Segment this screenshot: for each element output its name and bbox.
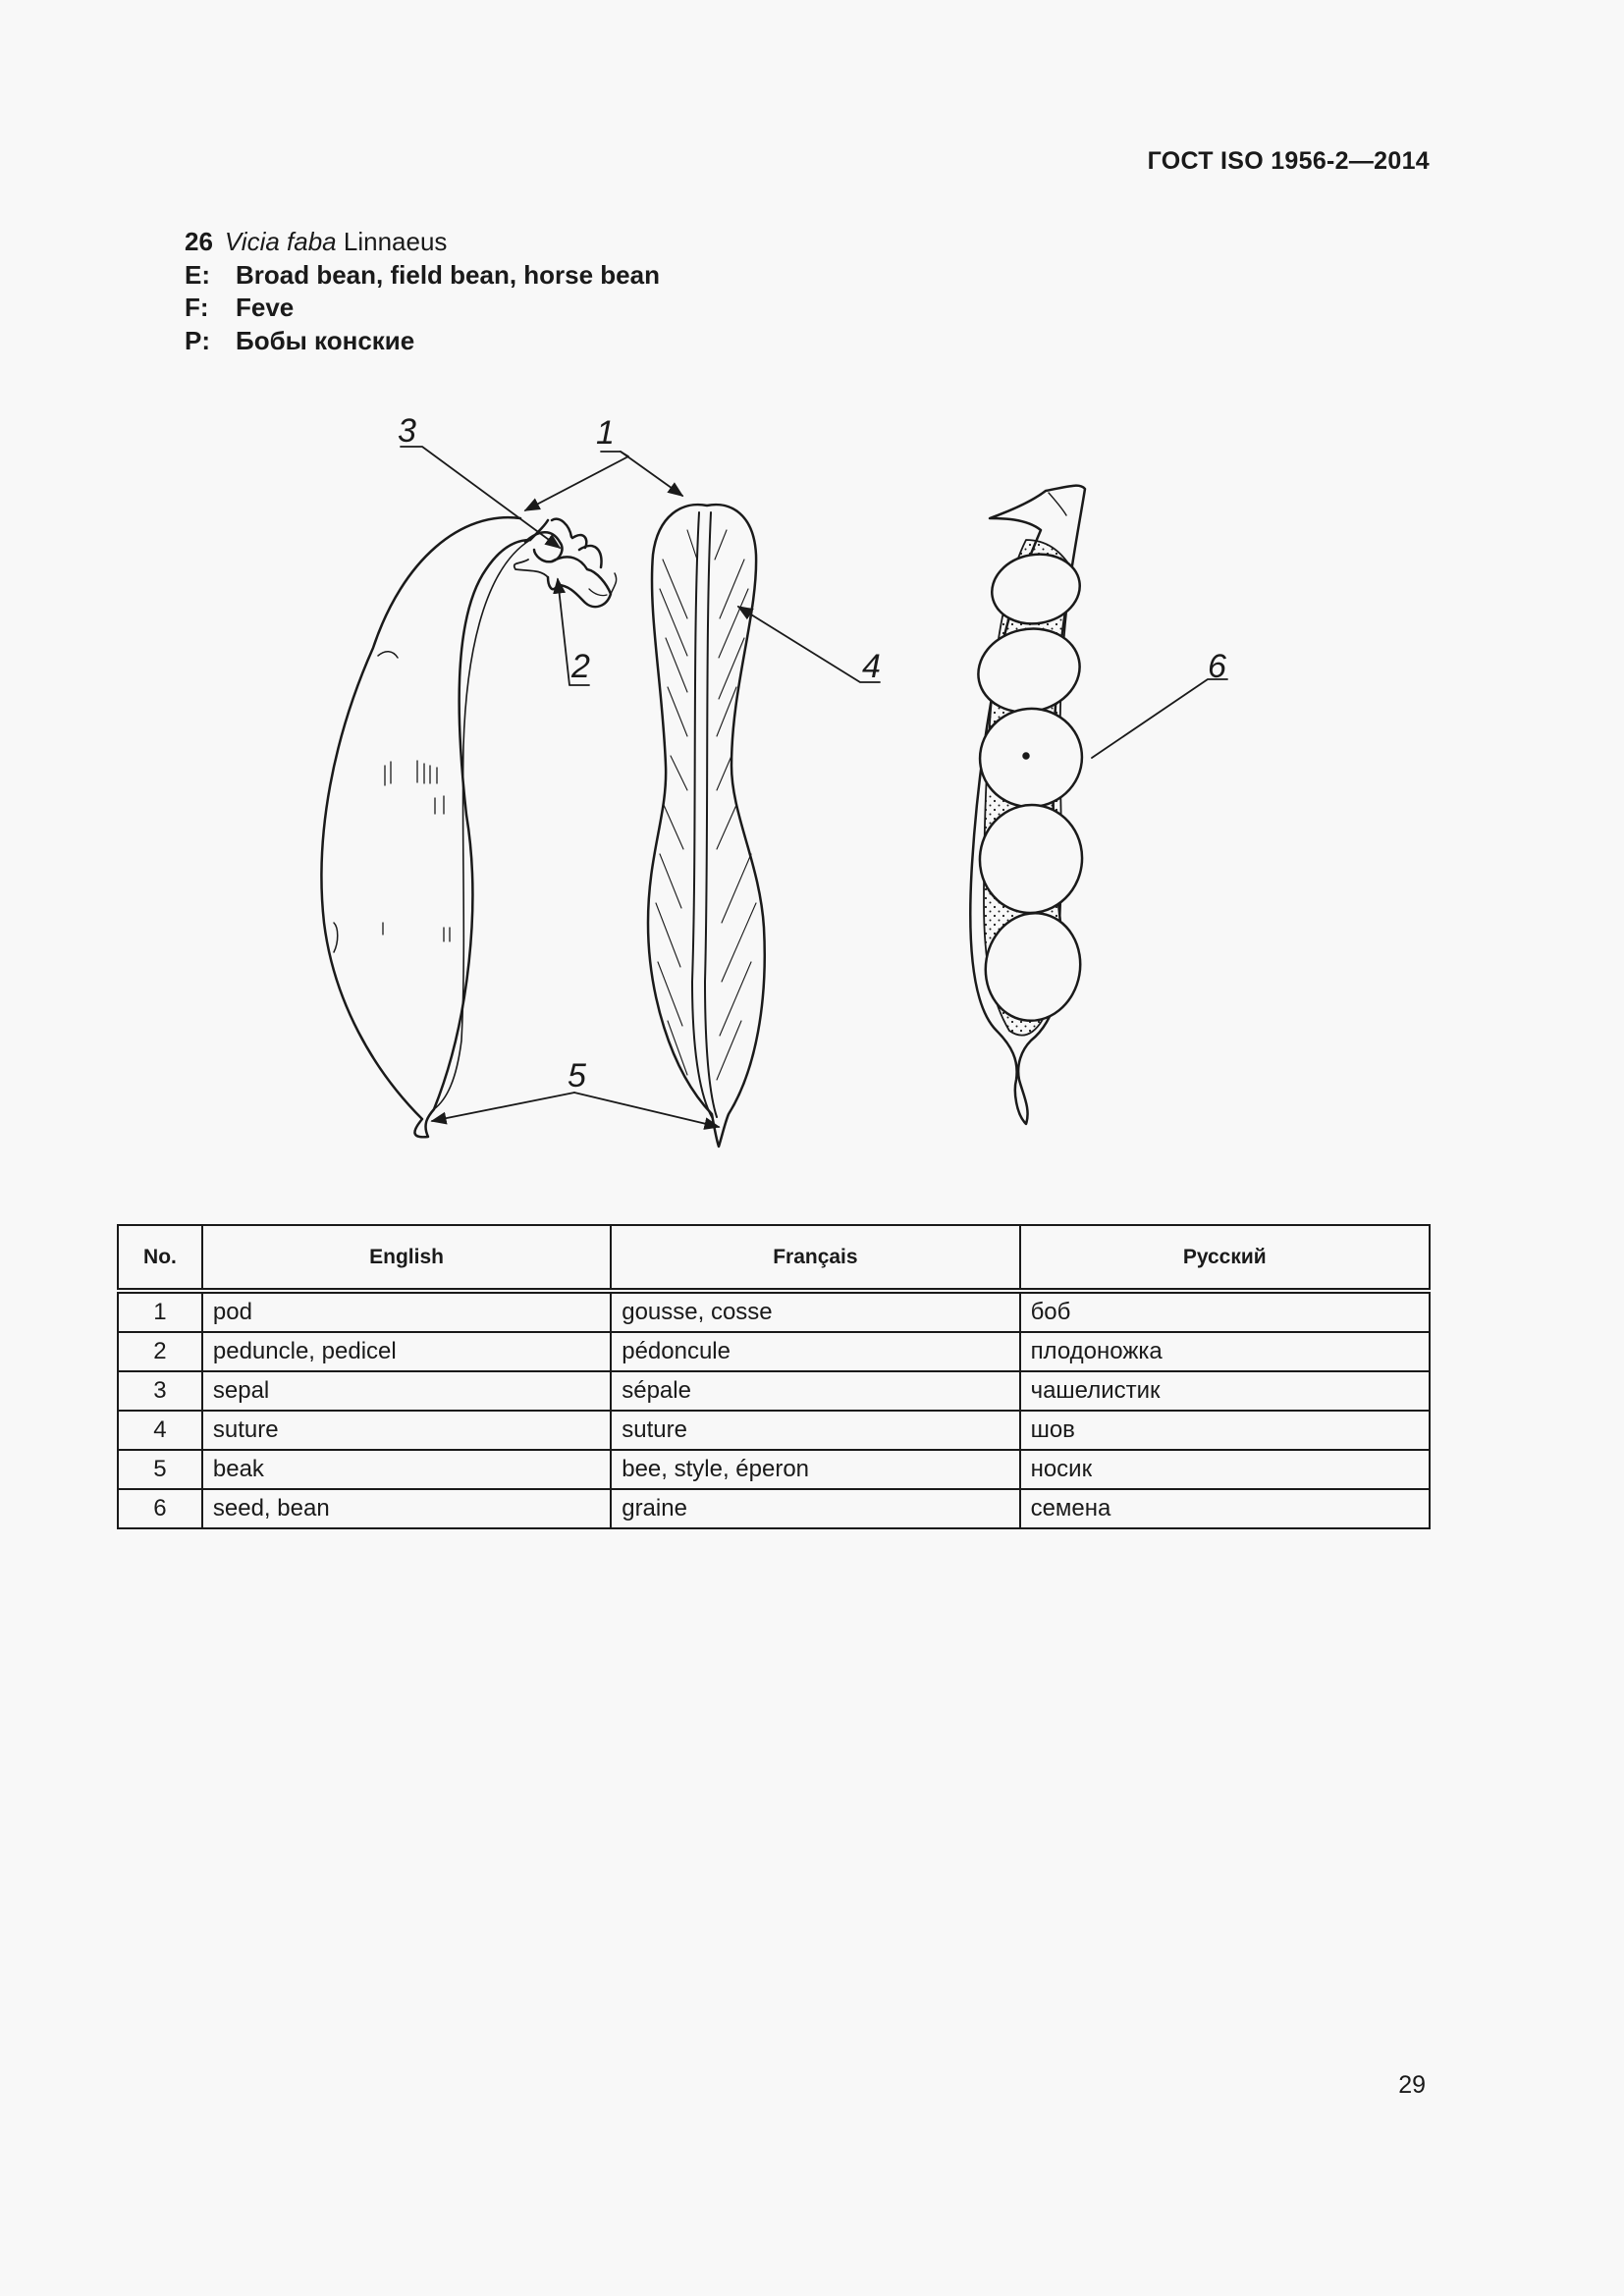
cell-french: pédoncule [611, 1332, 1019, 1371]
cell-french: graine [611, 1489, 1019, 1528]
common-name: Feve [236, 293, 295, 322]
table-row [118, 1450, 1430, 1489]
cell-french: bee, style, éperon [611, 1450, 1019, 1489]
pod-illustration [295, 393, 1276, 1158]
cell-no: 5 [118, 1450, 202, 1489]
species-author: Linnaeus [343, 227, 448, 256]
callout-6: 6 [1208, 648, 1226, 685]
cell-no: 1 [118, 1291, 202, 1332]
cell-english: suture [202, 1411, 611, 1450]
table-row [118, 1371, 1430, 1411]
callout-3: 3 [398, 412, 416, 450]
cell-no: 6 [118, 1489, 202, 1528]
common-name: Broad bean, field bean, horse bean [236, 259, 660, 290]
cell-english: sepal [202, 1371, 611, 1411]
cell-russian: семена [1020, 1489, 1430, 1528]
cell-english: beak [202, 1450, 611, 1489]
cell-no: 3 [118, 1371, 202, 1411]
callout-1: 1 [596, 414, 615, 452]
table-row [118, 1489, 1430, 1528]
table-header-row [118, 1225, 1430, 1291]
cell-russian: плодоножка [1020, 1332, 1430, 1371]
common-name-english [185, 259, 660, 293]
species-heading [185, 226, 660, 259]
common-name: Бобы конские [236, 325, 415, 355]
cell-no: 2 [118, 1332, 202, 1371]
cell-french: gousse, cosse [611, 1291, 1019, 1332]
entry-number: 26 [185, 227, 213, 256]
cell-english: pod [202, 1291, 611, 1332]
cell-russian: чашелистик [1020, 1371, 1430, 1411]
species-entry [185, 226, 660, 357]
header-english: English [202, 1225, 611, 1291]
callout-2: 2 [571, 648, 590, 685]
lang-tag: F: [185, 293, 209, 322]
cell-russian: шов [1020, 1411, 1430, 1450]
header-no: No. [118, 1225, 202, 1291]
pod-drawing [295, 393, 1276, 1158]
cell-russian: боб [1020, 1291, 1430, 1332]
terminology-table [117, 1224, 1431, 1529]
cell-no: 4 [118, 1411, 202, 1450]
cell-french: suture [611, 1411, 1019, 1450]
lang-tag: P: [185, 325, 210, 355]
callout-4: 4 [862, 648, 881, 685]
table-row [118, 1411, 1430, 1450]
table-row [118, 1332, 1430, 1371]
header-french: Français [611, 1225, 1019, 1291]
species-latin-name: Vicia faba [224, 227, 337, 256]
cell-english: peduncle, pedicel [202, 1332, 611, 1371]
table-row [118, 1291, 1430, 1332]
standard-code: ГОСТ ISO 1956-2—2014 [1147, 147, 1430, 175]
page-number: 29 [1398, 2071, 1426, 2099]
lang-tag: E: [185, 259, 210, 290]
common-name-russian [185, 325, 660, 358]
pod-open-view [970, 486, 1090, 1124]
common-name-french [185, 292, 660, 325]
pod-side-view [321, 517, 616, 1137]
header-russian: Русский [1020, 1225, 1430, 1291]
callout-5: 5 [568, 1057, 586, 1095]
cell-russian: носик [1020, 1450, 1430, 1489]
pod-top-view [648, 505, 765, 1147]
cell-english: seed, bean [202, 1489, 611, 1528]
cell-french: sépale [611, 1371, 1019, 1411]
